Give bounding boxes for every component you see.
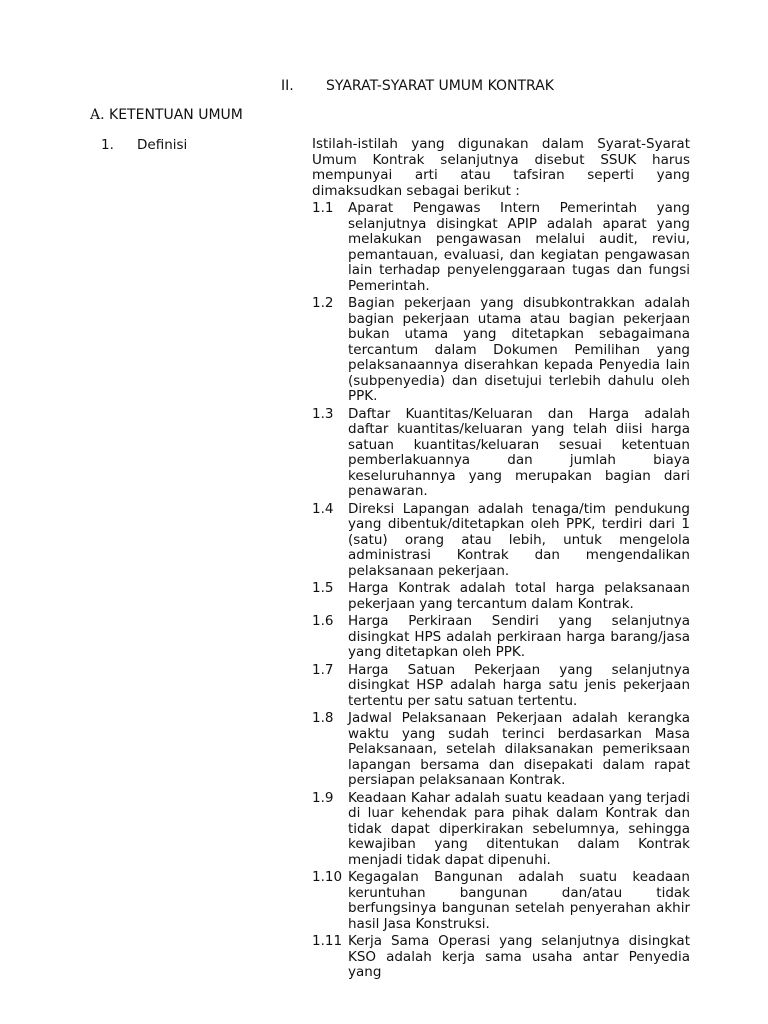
definition-item xyxy=(312,663,690,710)
definition-item-text: Harga Kontrak adalah total harga pelaksanaan pekerjaan yang tercantum dalam Kontrak. xyxy=(348,580,690,612)
definition-item-number: 1.1 xyxy=(312,200,334,216)
definition-intro: Istilah-istilah yang digunakan dalam Syarat-Syarat Umum Kontrak selanjutnya disebut SSUK harus mempunyai arti atau tafsiran seperti yang dimaksudkan sebagai berikut : xyxy=(312,136,690,199)
definition-item xyxy=(312,201,690,294)
definition-item xyxy=(312,870,690,932)
definition-item-number: 1.3 xyxy=(312,405,334,422)
definition-label: Definisi xyxy=(137,137,188,153)
section-letter: A. xyxy=(90,107,105,123)
definition-item xyxy=(312,296,690,405)
definition-item-text: Daftar Kuantitas/Keluaran dan Harga adalah daftar kuantitas/keluaran yang telah diisi harga satuan kuantitas/keluaran sesuai ketentuan pemberlakuannya dan jumlah biaya keseluruhannya yang merupakan bagian dari penawaran. xyxy=(348,405,690,499)
chapter-title: SYARAT-SYARAT UMUM KONTRAK xyxy=(326,78,554,94)
definition-item xyxy=(312,791,690,869)
definition-item-number: 1.9 xyxy=(312,789,334,806)
definition-item xyxy=(312,407,690,500)
definition-item-text: Bagian pekerjaan yang disubkontrakkan adalah bagian pekerjaan utama atau bagian pekerjaan bukan utama yang ditetapkan sebagaimana tercantum dalam Dokumen Pemilihan yang pelaksanaannya diserahkan kepada Penyedia lain (subpenyedia) dan disetujui terlebih dahulu oleh PPK. xyxy=(348,295,690,404)
definition-item-text: Aparat Pengawas Intern Pemerintah yang selanjutnya disingkat APIP adalah aparat yang melakukan pengawasan melalui audit, reviu, pemantauan, evaluasi, dan kegiatan pengawasan lain terhadap penyelenggaraan tugas dan fungsi Pemerintah. xyxy=(348,200,690,294)
definition-item xyxy=(312,934,690,981)
definition-item-number: 1.10 xyxy=(312,869,343,885)
definition-item-text: Harga Satuan Pekerjaan yang selanjutnya disingkat HSP adalah harga satu jenis pekerjaan tertentu per satu satuan tertentu. xyxy=(348,661,690,709)
definition-item xyxy=(312,581,690,612)
definition-item-text: Harga Perkiraan Sendiri yang selanjutnya disingkat HPS adalah perkiraan harga barang/jasa yang ditetapkan oleh PPK. xyxy=(348,613,690,660)
definition-item-number: 1.11 xyxy=(312,933,343,949)
definition-item-text: Direksi Lapangan adalah tenaga/tim pendukung yang dibentuk/ditetapkan oleh PPK, terdiri dari 1 (satu) orang atau lebih, untuk mengelola administrasi Kontrak dan mengendalikan pelaksanaan pekerjaan. xyxy=(348,500,690,579)
definition-item-text: Jadwal Pelaksanaan Pekerjaan adalah kerangka waktu yang sudah terinci berdasarkan Masa Pelaksanaan, setelah dilaksanakan pemeriksaan lapangan bersama dan disepakati dalam rapat persiapan pelaksanaan Kontrak. xyxy=(348,710,690,788)
definition-item-number: 1.5 xyxy=(312,580,334,596)
definition-item-number: 1.8 xyxy=(312,710,334,726)
chapter-number: II. xyxy=(281,78,294,94)
definition-item xyxy=(312,614,690,661)
chapter-heading xyxy=(281,78,554,94)
definition-list xyxy=(312,201,690,981)
definition-item xyxy=(312,502,690,580)
definition-item-text: Kerja Sama Operasi yang selanjutnya disingkat KSO adalah kerja sama usaha antar Penyedia yang xyxy=(348,933,690,980)
definition-item xyxy=(312,711,690,789)
section-title: KETENTUAN UMUM xyxy=(109,107,243,123)
definition-item-text: Kegagalan Bangunan adalah suatu keadaan keruntuhan bangunan dan/atau tidak berfungsinya bangunan setelah penyerahan akhir hasil Jasa Konstruksi. xyxy=(348,869,690,932)
definition-item-number: 1.7 xyxy=(312,661,334,678)
definition-body xyxy=(312,137,690,983)
definition-item-text: Keadaan Kahar adalah suatu keadaan yang terjadi di luar kehendak para pihak dalam Kontrak dan tidak dapat diperkirakan sebelumnya, sehingga kewajiban yang ditentukan dalam Kontrak menjadi tidak dapat dipenuhi. xyxy=(348,789,690,868)
section-heading xyxy=(90,107,243,123)
definition-item-number: 1.4 xyxy=(312,500,334,517)
definition-item-number: 1.2 xyxy=(312,295,334,311)
definition-item-number: 1.6 xyxy=(312,613,334,629)
definition-number: 1. xyxy=(101,137,114,153)
